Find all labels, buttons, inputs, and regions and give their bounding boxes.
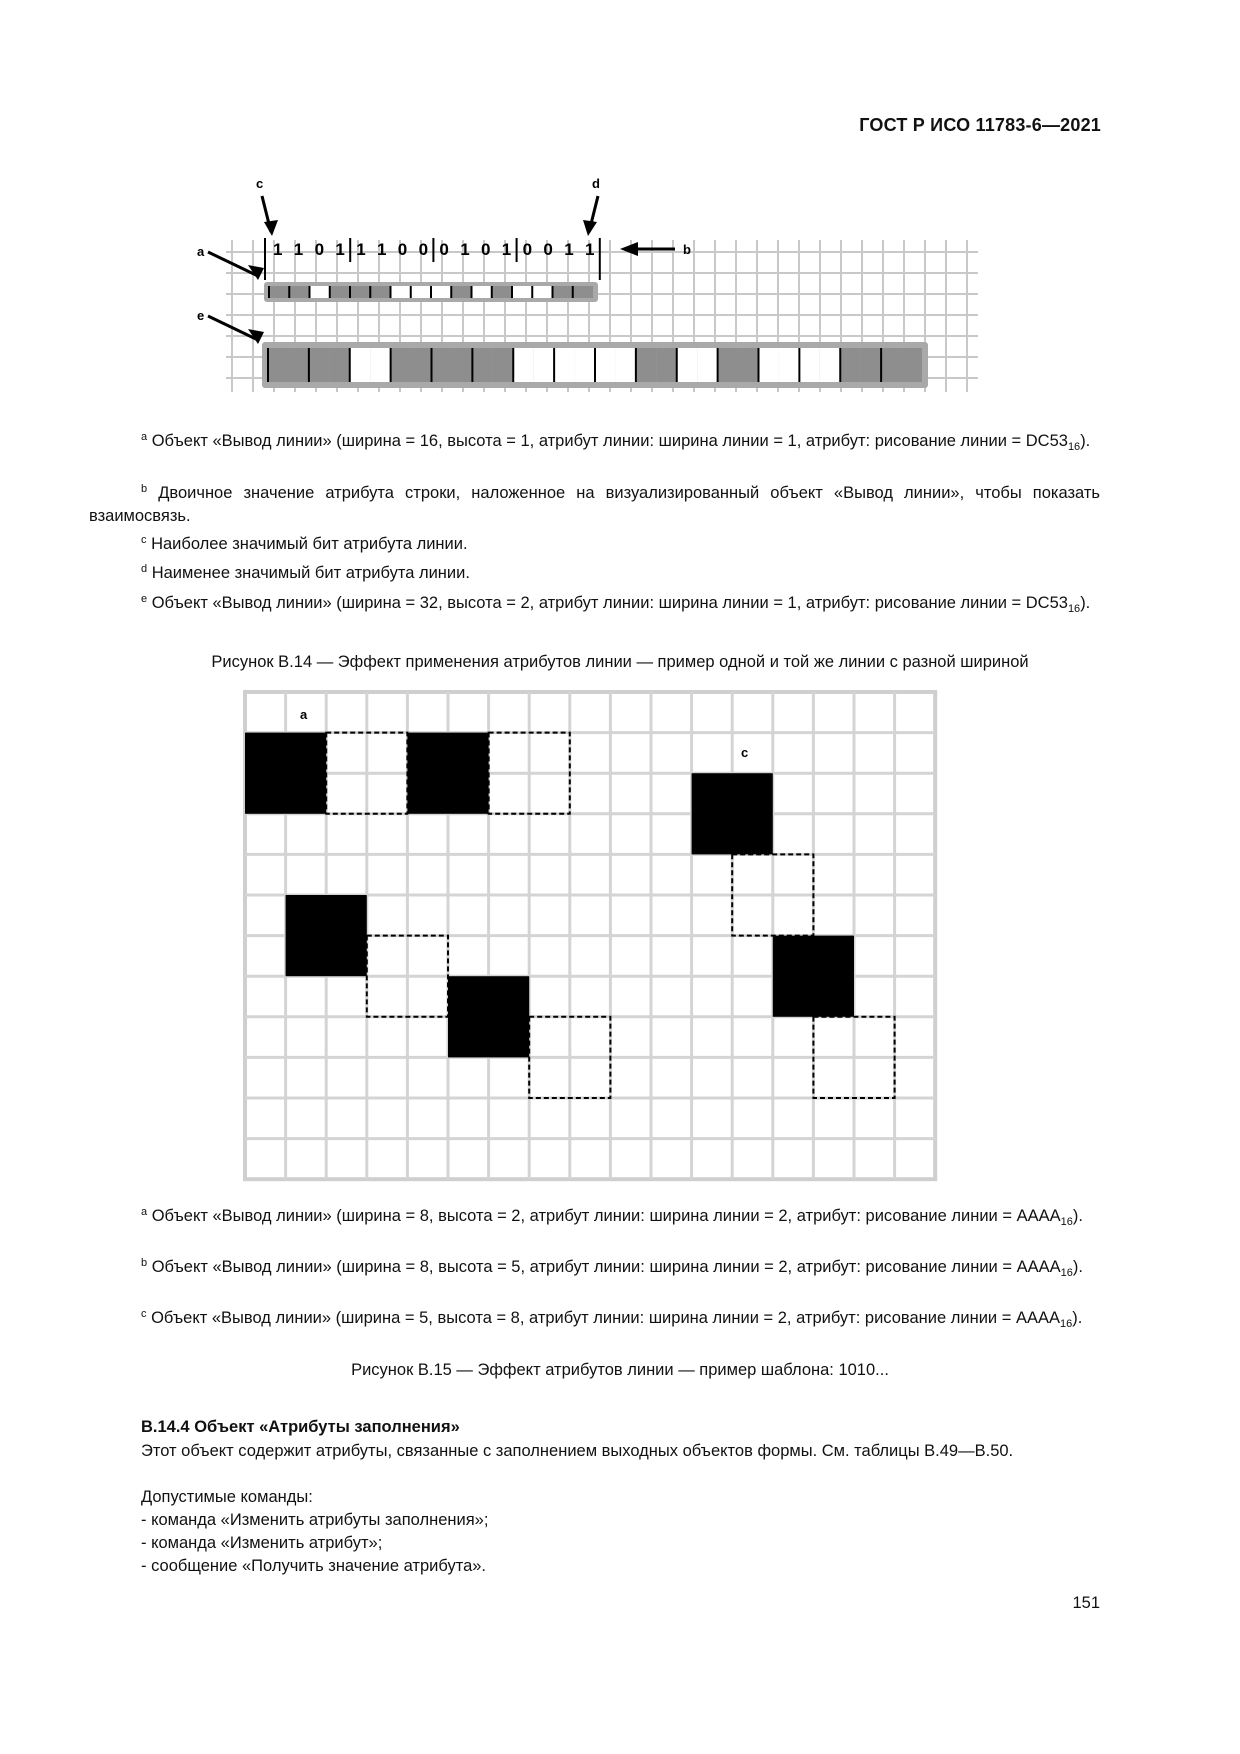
bit-label: 0 (314, 240, 325, 259)
callout-d: d (592, 176, 600, 191)
bit-label: 0 (439, 240, 449, 259)
callout-a: a (197, 244, 205, 259)
section-heading: B.14.4 Объект «Атрибуты заполнения» (141, 1418, 460, 1436)
command-item: - команда «Изменить атрибут»; (141, 1534, 383, 1552)
filled-block (448, 976, 529, 1057)
figure-b14-note-b: $^b$ Двоичное значение атрибута строки, наложенное на визуализированный объект «Вывод линии», чтобы показать взаимосвязь. (89, 483, 1100, 525)
bit-label: 1 (273, 240, 283, 259)
bit-label: 0 (397, 240, 408, 259)
callout-b: b (683, 242, 691, 257)
label-c: c (741, 745, 749, 760)
figure-b14-note-d: $^d$ Наименее значимый бит атрибута линии. (141, 563, 470, 582)
bit-label: 0 (481, 240, 491, 259)
bit-label: 0 (543, 240, 553, 259)
filled-block (286, 895, 367, 976)
figure-b14-note-e: $^e$ Объект «Вывод линии» (ширина = 32, высота = 2, атрибут линии: ширина линии = 1, атрибут: рисование линии = $DC53_{16}$). (141, 593, 1091, 615)
label-a: a (300, 707, 308, 722)
filled-block (407, 733, 488, 814)
figure-b14-note-c: $^c$ Наиболее значимый бит атрибута линии. (141, 534, 468, 553)
commands-label: Допустимые команды: (141, 1488, 313, 1506)
bit-label: 1 (293, 240, 304, 259)
filled-block (773, 936, 854, 1017)
document-header: ГОСТ Р ИСО 11783-6—2021 (859, 115, 1101, 135)
section-paragraph: Этот объект содержит атрибуты, связанные с заполнением выходных объектов формы. См. таблицы B.49—B.50. (141, 1442, 1014, 1460)
bit-label: 1 (585, 240, 595, 259)
page-number: 151 (1072, 1594, 1100, 1612)
figure-b14-caption: Рисунок B.14 — Эффект применения атрибутов линии — пример одной и той же линии с разной шириной (211, 653, 1029, 671)
bit-label: 0 (418, 240, 429, 259)
bit-label: 1 (335, 240, 345, 259)
command-item: - команда «Изменить атрибуты заполнения»; (141, 1511, 489, 1529)
figure-b15-caption: Рисунок B.15 — Эффект атрибутов линии — пример шаблона: 1010... (351, 1361, 889, 1379)
figure-b14-note-a: $^a$ Объект «Вывод линии» (ширина = 16, высота = 1, атрибут линии: ширина линии = 1, атрибут: рисование линии = $DC53_{16}$). (141, 431, 1091, 453)
figure-b15-note-c: $^c$ Объект «Вывод линии» (ширина = 5, высота = 8, атрибут линии: ширина линии = 2, атрибут: рисование линии = $AAAA_{16}$). (141, 1308, 1083, 1330)
bit-label: 1 (564, 240, 574, 259)
bit-label: 1 (356, 240, 366, 259)
bit-label: 1 (377, 240, 387, 259)
label-b: b (342, 905, 350, 920)
callout-c: c (256, 176, 264, 191)
bit-label: 0 (522, 240, 533, 259)
command-item: - сообщение «Получить значение атрибута». (141, 1557, 487, 1575)
bit-label: 1 (460, 240, 470, 259)
figure-b15-note-b: $^b$ Объект «Вывод линии» (ширина = 8, высота = 5, атрибут линии: ширина линии = 2, атрибут: рисование линии = $AAAA_{16}$). (141, 1257, 1083, 1279)
callout-e: e (197, 308, 205, 323)
filled-block (245, 733, 326, 814)
figure-b15-note-a: $^a$ Объект «Вывод линии» (ширина = 8, высота = 2, атрибут линии: ширина линии = 2, атрибут: рисование линии = $AAAA_{16}$). (141, 1206, 1083, 1228)
bit-label: 1 (501, 240, 512, 259)
filled-block (692, 773, 773, 854)
